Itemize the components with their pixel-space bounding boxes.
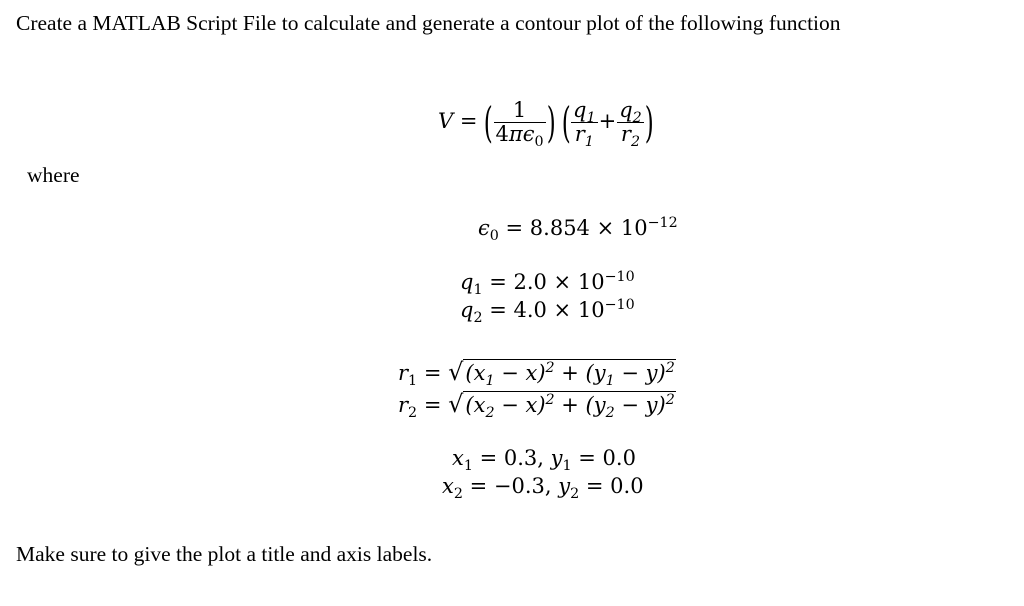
q2-symbol: q xyxy=(460,298,474,322)
epsilon0-exponent: −12 xyxy=(647,215,678,232)
x2-symbol: x xyxy=(442,474,454,498)
sqrt-icon: √ xyxy=(448,358,464,386)
epsilon0-definition xyxy=(478,215,678,244)
epsilon-symbol: ϵ xyxy=(522,122,535,146)
y1-value: = 0.0 xyxy=(578,446,636,470)
epsilon-symbol: ϵ xyxy=(478,216,490,240)
x2-value: = −0.3, xyxy=(469,474,552,498)
q1-definition xyxy=(460,269,635,298)
q1-exponent: −10 xyxy=(604,269,635,286)
position-line-2 xyxy=(442,474,644,502)
q1-over-r1-fraction xyxy=(571,98,598,150)
y2-subscript: 2 xyxy=(570,485,580,502)
epsilon-subscript: 0 xyxy=(489,227,499,244)
x2-subscript: 2 xyxy=(453,485,463,502)
instruction-text: Make sure to give the plot a title and axis labels. xyxy=(16,542,433,566)
r2-sqrt xyxy=(448,390,676,421)
y2-symbol: y xyxy=(558,474,571,498)
y1-subscript: 1 xyxy=(562,457,572,474)
q2-value: = 4.0 × 10 xyxy=(489,298,605,322)
potential-equation xyxy=(438,97,654,150)
r1-equals: = xyxy=(423,361,442,385)
fraction-numerator: 1 xyxy=(512,98,527,122)
q1-symbol: q xyxy=(460,270,474,294)
q2-exponent: −10 xyxy=(604,297,635,314)
fraction-denominator xyxy=(494,122,546,150)
epsilon-subscript: 0 xyxy=(534,133,544,150)
coulomb-constant-fraction xyxy=(494,98,546,150)
q1-subscript: 1 xyxy=(473,281,483,298)
q1-numerator: $q_1$ xyxy=(573,98,596,126)
r1-subscript: 1 xyxy=(408,372,418,389)
left-paren-icon: ( xyxy=(483,97,493,147)
right-paren-icon-2: ) xyxy=(644,97,654,147)
where-label: where xyxy=(27,163,80,187)
left-paren-icon-2: ( xyxy=(561,97,571,147)
r1-denominator: $r_1$ xyxy=(571,122,598,145)
y2-value: = 0.0 xyxy=(585,474,644,498)
right-paren-icon: ) xyxy=(546,97,556,147)
q2-definition xyxy=(460,297,635,326)
r2-subscript: 2 xyxy=(408,404,418,421)
r1-symbol: r xyxy=(398,361,409,385)
den-coef: 4 xyxy=(495,122,509,146)
r2-equals: = xyxy=(423,393,442,417)
r2-definition xyxy=(398,390,676,421)
q1-value: = 2.0 × 10 xyxy=(489,270,605,294)
equals-sign: = xyxy=(459,109,478,133)
r2-denominator: $r_2$ xyxy=(617,122,644,145)
pi-symbol: π xyxy=(508,122,523,146)
q2-numerator: $q_2$ xyxy=(619,98,642,126)
r1-radicand: $(x_1 - x)^2 + (y_1 - y)^2$ xyxy=(465,360,675,389)
r2-symbol: r xyxy=(398,393,409,417)
q2-over-r2-fraction xyxy=(617,98,644,150)
q2-subscript: 2 xyxy=(473,309,483,326)
x1-symbol: x xyxy=(452,446,464,470)
plus-sign: + xyxy=(598,109,617,133)
x1-subscript: 1 xyxy=(463,457,473,474)
r1-definition xyxy=(398,358,676,389)
v-symbol: V xyxy=(438,109,454,133)
r1-sqrt xyxy=(448,358,676,389)
problem-intro-text: Create a MATLAB Script File to calculate and generate a contour plot of the following function xyxy=(16,11,841,35)
sqrt-icon: √ xyxy=(448,390,464,418)
r2-radicand: $(x_2 - x)^2 + (y_2 - y)^2$ xyxy=(465,392,675,421)
y1-symbol: y xyxy=(550,446,563,470)
x1-value: = 0.3, xyxy=(479,446,544,470)
epsilon0-value: = 8.854 × 10 xyxy=(505,216,648,240)
position-line-1 xyxy=(452,446,636,474)
